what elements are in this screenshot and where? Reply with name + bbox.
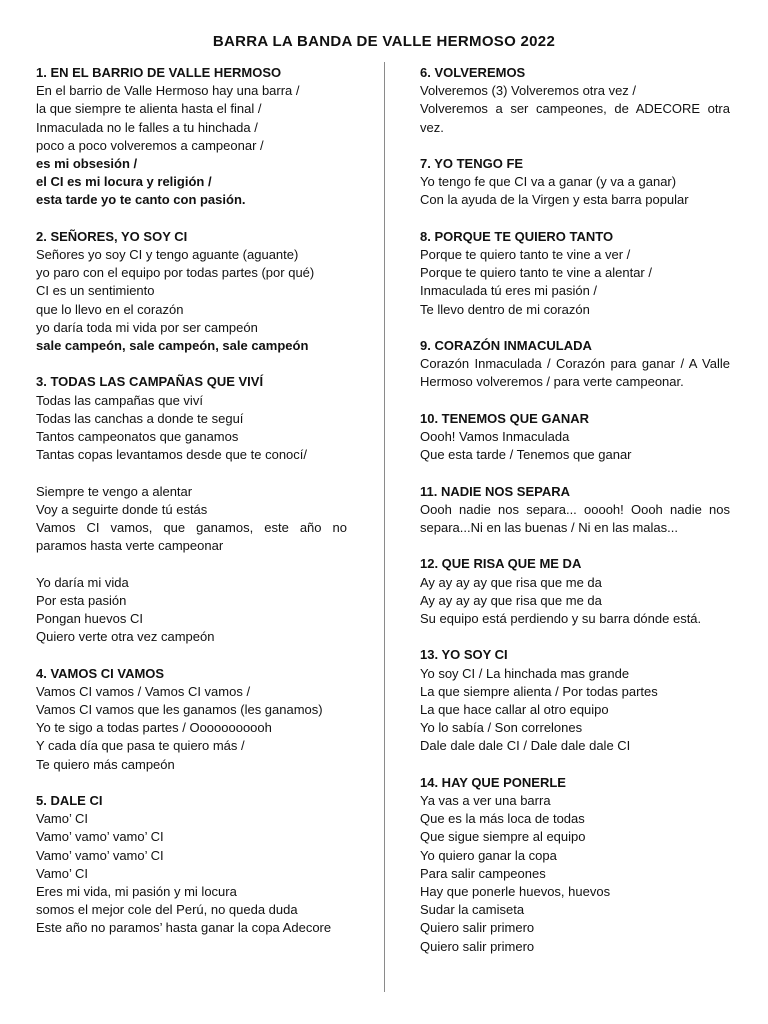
lyric-line: sale campeón, sale campeón, sale campeón [36,338,309,354]
lyric-stanza [420,501,730,537]
lyric-line: Inmaculada tú eres mi pasión / [420,283,598,299]
right-column [420,64,730,974]
lyric-line: Con la ayuda de la Virgen y esta barra popular [420,192,689,208]
lyric-line: Para salir campeones [420,865,546,881]
left-column [36,64,347,956]
lyric-line: La que hace callar al otro equipo [420,702,609,717]
lyric-line: Quiero verte otra vez campeón [36,629,215,645]
lyric-stanza [420,355,730,391]
lyric-stanza [420,792,730,956]
lyric-line: yo paro con el equipo por todas partes (por qué) [36,265,315,281]
lyric-line: poco a poco volveremos a campeonar / [36,137,264,153]
lyric-stanza [420,665,730,756]
lyric-line: Te quiero más campeón [36,756,175,772]
lyric-line: Tantas copas levantamos desde que te conocí/ [36,447,308,463]
song-block [420,646,730,755]
song-block [420,155,730,210]
lyric-line: Voy a seguirte donde tú estás [36,501,208,517]
lyric-line: Hay que ponerle huevos, huevos [420,884,611,900]
lyric-line: Porque te quiero tanto te vine a ver / [420,247,631,262]
document-title: BARRA LA BANDA DE VALLE HERMOSO 2022 [212,33,556,50]
lyric-line: Yo te sigo a todas partes / Ooooooooooh [36,720,272,736]
lyric-stanza [420,574,730,629]
lyric-line: Dale dale dale CI / Dale dale dale CI [420,738,631,754]
lyric-line: Todas las campañas que viví [36,392,203,408]
lyric-stanza [36,392,347,465]
song-heading: 6. VOLVEREMOS [420,65,526,80]
lyric-line: somos el mejor cole del Perú, no queda duda [36,902,298,918]
lyric-line: Volveremos a ser campeones, de ADECORE otra vez. [420,101,730,135]
lyric-stanza [36,246,347,355]
song-heading: 5. DALE CI [36,793,103,809]
lyric-stanza [36,483,347,556]
song-block [420,555,730,628]
song-block [36,665,347,774]
lyric-stanza [420,246,730,319]
song-heading: 1. EN EL BARRIO DE VALLE HERMOSO [36,65,282,80]
lyric-line: Tantos campeonatos que ganamos [36,429,239,445]
lyric-stanza [36,683,347,774]
song-heading: 11. NADIE NOS SEPARA [420,483,571,499]
lyric-stanza [420,82,730,137]
song-heading: 7. YO TENGO FE [420,156,524,171]
song-heading: 9. CORAZÓN INMACULADA [420,338,592,353]
lyric-line: Que esta tarde / Tenemos que ganar [420,447,632,463]
lyric-line: Siempre te vengo a alentar [36,483,193,499]
lyric-line: Vamos CI vamos, que ganamos, este año no paramos hasta verte campeonar [36,520,347,554]
song-block [420,410,730,465]
lyric-line: Yo lo sabía / Son correlones [420,720,583,736]
lyric-line: Corazón Inmaculada / Corazón para ganar / A Valle Hermoso volveremos / para verte campeonar. [420,356,730,390]
song-block [420,337,730,392]
lyric-line: Quiero salir primero [420,938,535,954]
lyric-stanza [420,173,730,209]
song-heading: 13. YO SOY CI [420,647,508,663]
song-block [420,483,730,538]
song-block [36,792,347,938]
lyric-line: Sudar la camiseta [420,902,525,918]
lyric-line: Oooh! Vamos Inmaculada [420,429,570,444]
lyric-line: Señores yo soy CI y tengo aguante (aguante) [36,247,299,263]
lyric-line: Inmaculada no le falles a tu hinchada / [36,119,258,135]
lyric-line: esta tarde yo te canto con pasión. [36,192,246,208]
lyric-line: Vamos CI vamos que les ganamos (les ganamos) [36,702,323,718]
lyric-line: Todas las canchas a donde te seguí [36,410,244,426]
lyric-line: Volveremos (3) Volveremos otra vez / [420,83,637,99]
lyric-line: CI es un sentimiento [36,283,155,299]
song-block [420,228,730,319]
column-divider [384,62,385,992]
lyric-line: Que es la más loca de todas [420,811,585,827]
song-heading: 8. PORQUE TE QUIERO TANTO [420,228,614,244]
lyric-stanza [36,82,347,209]
song-heading: 12. QUE RISA QUE ME DA [420,556,582,572]
lyric-line: Ay ay ay ay que risa que me da [420,592,602,608]
song-heading: 3. TODAS LAS CAMPAÑAS QUE VIVÍ [36,374,264,390]
song-heading: 2. SEÑORES, YO SOY CI [36,228,188,244]
lyric-line: Yo soy CI / La hinchada mas grande [420,665,630,681]
lyric-line: Yo daría mi vida [36,574,129,590]
lyric-line: Yo tengo fe que CI va a ganar (y va a ganar) [420,174,677,190]
lyric-line: Yo quiero ganar la copa [420,847,557,863]
lyric-line: Y cada día que pasa te quiero más / [36,738,245,754]
song-heading: 10. TENEMOS QUE GANAR [420,410,590,426]
lyric-line: Vamo’ vamo’ vamo’ CI [36,847,164,863]
song-heading: 4. VAMOS CI VAMOS [36,665,165,681]
lyric-line: Porque te quiero tanto te vine a alentar / [420,265,652,281]
lyric-line: que lo llevo en el corazón [36,301,184,317]
lyric-line: Quiero salir primero [420,920,535,936]
lyric-line: Vamo’ CI [36,811,89,827]
lyric-line: Por esta pasión [36,592,127,608]
lyric-line: Vamo’ vamo’ vamo’ CI [36,829,164,845]
song-block [36,373,347,646]
song-heading: 14. HAY QUE PONERLE [420,774,566,790]
lyric-line: el CI es mi locura y religión / [36,174,212,190]
lyric-line: yo daría toda mi vida por ser campeón [36,319,258,335]
song-block [420,774,730,956]
song-block [36,64,347,210]
lyric-line: La que siempre alienta / Por todas partes [420,683,658,699]
lyric-line: Te llevo dentro de mi corazón [420,301,590,317]
lyric-line: Oooh nadie nos separa... ooooh! Oooh nadie nos separa...Ni en las buenas / Ni en las malas... [420,501,730,535]
song-block [420,64,730,137]
song-block [36,228,347,355]
lyric-stanza [36,810,347,937]
lyric-stanza [420,428,730,464]
lyric-line: Pongan huevos CI [36,611,143,627]
lyric-line: Vamos CI vamos / Vamos CI vamos / [36,683,251,699]
lyric-line: Vamo’ CI [36,865,89,881]
lyric-line: En el barrio de Valle Hermoso hay una barra / [36,83,300,99]
lyric-line: es mi obsesión / [36,156,138,172]
lyric-line: la que siempre te alienta hasta el final / [36,101,262,117]
lyric-line: Ya vas a ver una barra [420,793,551,808]
lyric-stanza [36,574,347,647]
lyric-line: Su equipo está perdiendo y su barra dónde está. [420,611,702,626]
lyric-line: Este año no paramos’ hasta ganar la copa Adecore [36,920,332,936]
lyric-line: Eres mi vida, mi pasión y mi locura [36,884,237,900]
lyric-line: Ay ay ay ay que risa que me da [420,574,602,590]
lyric-line: Que sigue siempre al equipo [420,829,586,845]
